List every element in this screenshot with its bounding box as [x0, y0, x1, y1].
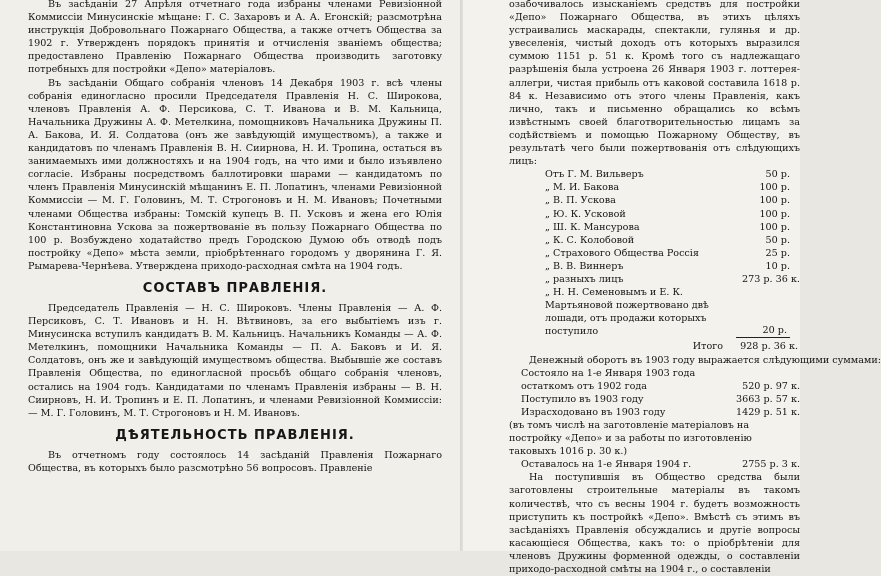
total-value: 928 р. 36 к.	[740, 341, 798, 353]
money-intro: Денежный оборотъ въ 1903 году выражается слѣдующими суммами:	[529, 354, 881, 366]
paragraph-top: озабочивалось изысканiемъ средствъ для постройки «Депо» Пожарнаго Общества, въ этихъ цѣляхъ устраивались маскарады, спектакли, гулянья и др. увеселенiя, чистый доходъ отъ которыхъ выразился суммою 1151 р. 51 к. Кромѣ того съ надлежащаго разрѣшенiя была устроена 26 Января 1903 г. лоттерея-аллегри, чистая прибыль отъ каковой составила 1618 р. 84 к. Независимо отъ этого члены Правленiя, какъ лично, такъ и письменно обращались ко всѣмъ извѣстнымъ своей благотворительностью лицамъ за содѣйствiемъ и помощью Пожарному Обществу, въ результатѣ чего были пожертвованiя отъ слѣдующихъ лицъ:	[509, 0, 800, 168]
donation-note: „ Н. Н. Семеновымъ и Е. К. Мартьяновой пожертвовано двѣ лошади, отъ продажи которыхъ поступило	[545, 287, 709, 338]
money-table	[509, 367, 800, 472]
donation-note-amount: 20 р.	[736, 324, 790, 338]
money-row: Поступило въ 1903 году 3663 р. 57 к.	[521, 393, 800, 405]
donation-row: „ Ш. К. Мансурова 100 р.	[545, 221, 790, 233]
money-remainder-row: Оставалось на 1-е Января 1904 г. 2755 р. 3 к.	[521, 459, 800, 471]
paragraph-deyatelnost: Въ отчетномъ году состоялось 14 засѣданiй Правленiя Пожарнаго Общества, въ которыхъ было разсмотрѣно 56 вопросовъ. Правленiе	[28, 449, 442, 474]
money-row: остаткомъ отъ 1902 года 520 р. 97 к.	[521, 380, 800, 392]
heading-deyatelnost: ДѢЯТЕЛЬНОСТЬ ПРАВЛЕНIЯ.	[115, 427, 355, 443]
donations-list	[545, 168, 800, 338]
donation-note-row	[545, 286, 790, 338]
money-row: Израсходовано въ 1903 году 1429 р. 51 к.	[521, 406, 800, 418]
donation-row: „ разныхъ лицъ 273 р. 36 к.	[545, 273, 800, 285]
total-label: Итого	[692, 341, 724, 353]
money-note: (въ томъ числѣ на заготовленiе матерiаловъ на постройку «Депо» и за работы по изготовленiю таковыхъ 1016 р. 30 к.)	[509, 420, 752, 458]
paragraph-intro-1: Въ засѣданiи 27 Апрѣля отчетнаго года избраны членами Ревизiонной Коммиссiи Минусинскiе мѣщане: Г. С. Захаровъ и А. А. Егонскiй; разсмотрѣна инструкцiя Добровольнаго Пожарнаго Общества, а также отчетъ Общества за 1902 г. Утвержденъ порядокъ принятiя и отчисленiя званiемъ общества; предоставлено Правленiю Пожарнаго Общества производить заготовку потребныхъ для постройки «Депо» матерiаловъ.	[28, 0, 442, 76]
donation-row: „ М. И. Баковa 100 р.	[545, 182, 790, 194]
paragraph-sostav: Председатель Правленiя — Н. С. Широковъ. Члены Правленiя — А. Ф. Персиковъ, С. Т. Ивановъ и Н. Н. Вѣтвиновъ, за его выбытiемъ изъ г. Минусинска вступилъ кандидатъ В. М. Кальницъ. Начальникъ Команды — А. Ф. Метелкинъ, помощники Начальника Команды — П. А. Баковъ и И. Я. Солдатовъ, онъ же и завѣдующiй имуществомъ общества. Выбывшiе же составъ Правленiя Общества, по единогласной просьбѣ общаго собранiя членовъ, остались на 1904 годъ. Кандидатами по членамъ Правленiя избраны — В. Н. Сиирновъ, Н. И. Тропинъ и Е. П. Лопатинъ, и членами Ревизiонной Коммиссiи: — М. Г. Головинъ, М. Т. Строгоновъ и Н. М. Ивановъ.	[28, 302, 442, 419]
donation-row: „ В. П. Ускова 100 р.	[545, 195, 790, 207]
paragraph-intro-2: Въ засѣданiи Общаго собранiя членовъ 14 Декабря 1903 г. всѣ члены собранiя единогласно просили Председателя Правленiя Н. С. Широкова, членовъ Правленiя А. Ф. Персикова, С. Т. Иванова и В. М. Кальница, Начальника Дружины А. Ф. Метелкина, помощниковъ Начальника Дружины П. А. Бакова, И. Я. Солдатова (онъ же завѣдующiй имуществомъ), а также и кандидатовъ по членамъ Правленiя В. Н. Сиирнова, Н. И. Тропина, остаться въ занимаемыхъ ими должностяхъ и на 1904 годъ, на что ими и было изъявлено согласiе. Избраны посредствомъ баллотировки шарами — кандидатомъ по членъ Правленiя Минусинскiй мѣщанинъ Е. П. Лопатинъ, членами Ревизiонной Коммиссiи — М. Г. Головинъ, М. Т. Строгоновъ и Н. М. Ивановъ; Почетными членами Общества избраны: Томскiй купецъ В. П. Усковъ и жена его Юлiя Константиновна Ускова за пожертвованiе въ пользу Пожарнаго Общества по 100 р. Возбуждено ходатайство предъ Городскою Думою объ отводѣ подъ постройку «Депо» мѣста земли, прiобрѣтеннаго городомъ у дворянина Г. Я. Рымарева-Чернѣева. Утверждена приходо-расходная смѣта на 1904 годъ.	[28, 77, 442, 272]
paragraph-bottom: На поступившiя въ Общество средства были заготовлены строительные матерiалы въ такомъ количествѣ, что съ весны 1904 г. будетъ возможность приступить къ постройкѣ «Депо». Вмѣстѣ съ этимъ въ засѣданiяхъ Правленiя обсуждались и другiе вопросы касающiеся Общества, какъ то: о прiобрѣтенiи для членовъ Дружины форменной одежды, о составленiи приходо-расходной смѣты на 1904 г., о составленiи	[509, 472, 800, 576]
donation-row: „ Ю. К. Усковой 100 р.	[545, 208, 790, 220]
left-column	[28, 0, 442, 475]
heading-sostav-pravleniya: СОСТАВЪ ПРАВЛЕНIЯ.	[142, 280, 328, 296]
donation-row: Отъ Г. М. Вильверъ 50 р.	[545, 169, 790, 181]
right-page	[463, 0, 881, 576]
money-row: Состояло на 1-е Января 1903 года	[521, 367, 696, 379]
total-row	[509, 340, 800, 353]
donation-row: „ К. С. Колобовой 50 р.	[545, 234, 790, 246]
right-column	[509, 0, 881, 576]
donation-row: „ В. В. Виннеръ 10 р.	[545, 260, 790, 272]
donation-row: „ Страхового Общества Россiя 25 р.	[545, 247, 790, 259]
